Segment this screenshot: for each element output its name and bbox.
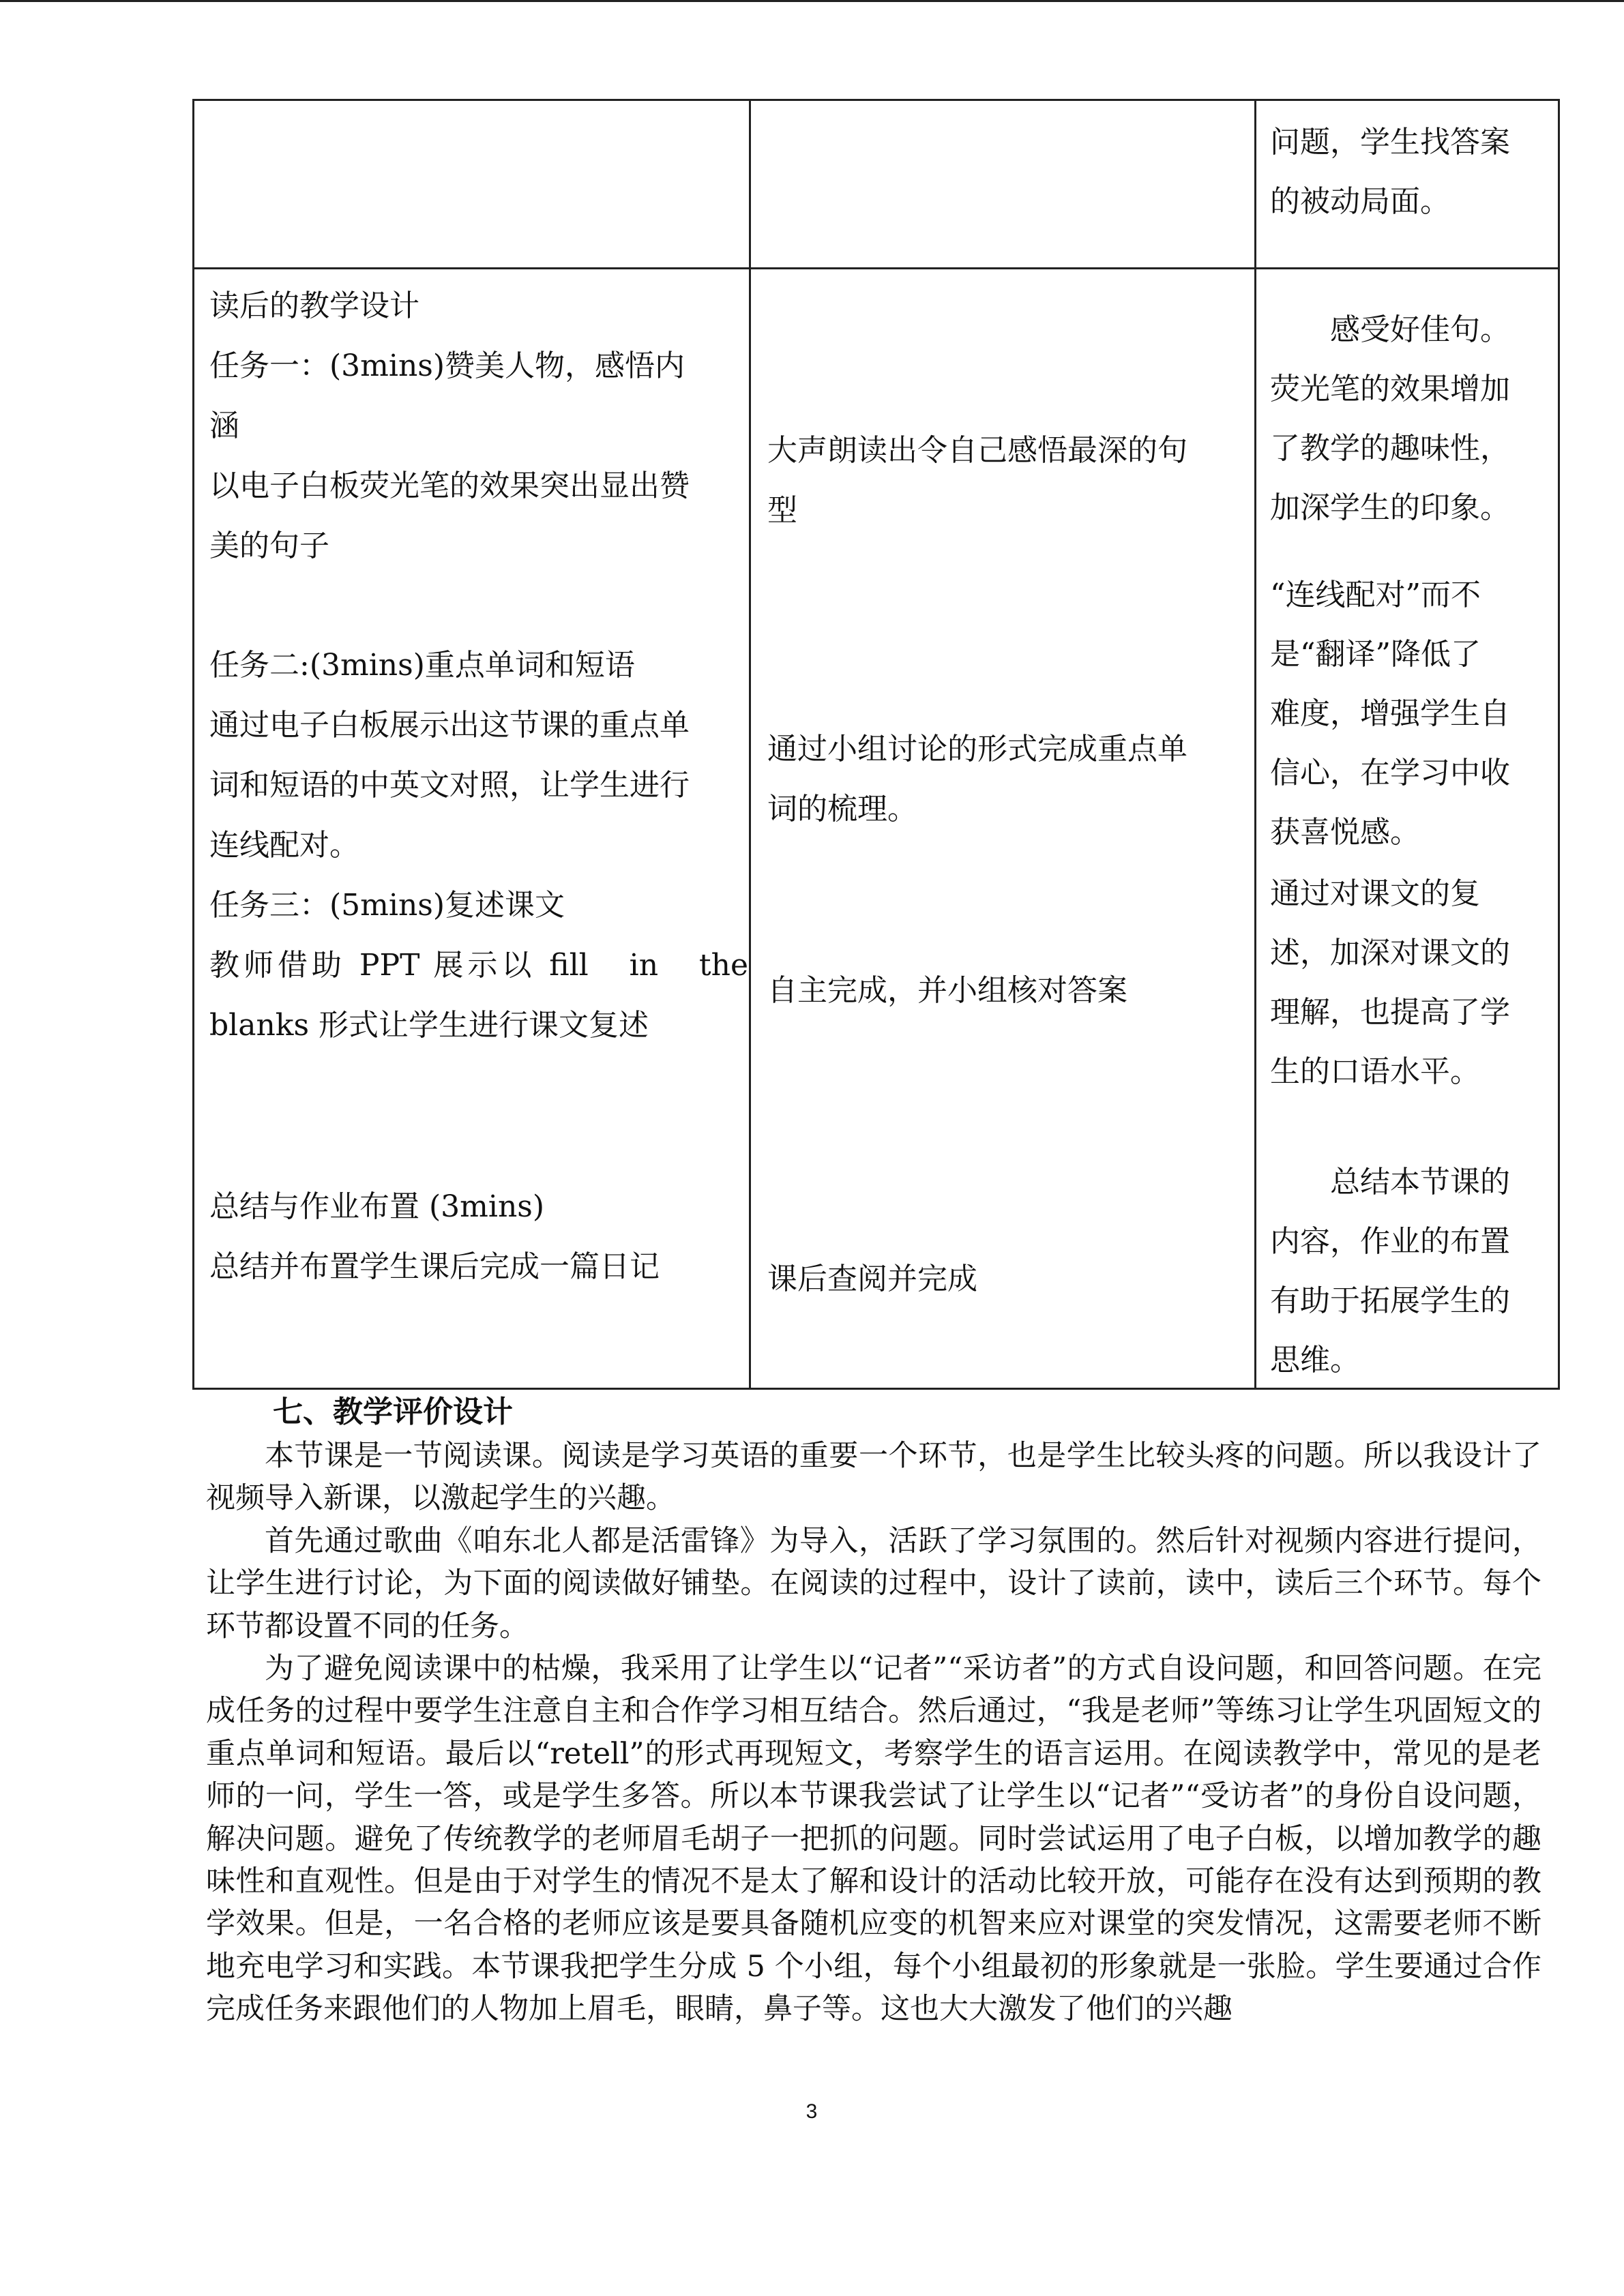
- post-reading-heading: 读后的教学设计: [209, 288, 419, 323]
- task-one-text: 任务一：(3mins)赞美人物，感悟内 涵 以电子白板荧光笔的效果突出显出赞 美的句子: [209, 348, 690, 563]
- design-intent-sentences: 感受好佳句。 荧光笔的效果增加 了教学的趣味性， 加深学生的印象。: [1270, 312, 1510, 525]
- evaluation-paragraph: 首先通过歌曲《咱东北人都是活雷锋》为导入，活跃了学习氛围的。然后针对视频内容进行提问，让学生进行讨论，为下面的阅读做好铺垫。在阅读的过程中，设计了读前，读中，读后三个环节。每个环节都设置不同的任务。: [206, 1523, 1541, 1643]
- evaluation-paragraph: 本节课是一节阅读课。阅读是学习英语的重要一个环节，也是学生比较头疼的问题。所以我设计了视频导入新课，以激起学生的兴趣。: [206, 1439, 1541, 1516]
- summary-homework-text: 总结与作业布置 (3mins) 总结并布置学生课后完成一篇日记: [209, 1189, 660, 1284]
- row-divider-top: [192, 267, 1560, 269]
- evaluation-paragraph: 为了避免阅读课中的枯燥，我采用了让学生以“记者”“采访者”的方式自设问题，和回答问题。在完成任务的过程中要学生注意自主和合作学习相互结合。然后通过，“我是老师”等练习让学生巩固短文的重点单词和短语。最后以“retell”的形式再现短文，考察学生的语言运用。在阅读教学中，常见的是老师的一问，学生一答，或是学生多答。所以本节课我尝试了让学生以“记者”“受访者”的身份自设问题，解决问题。避免了传统教学的老师眉毛胡子一把抓的问题。同时尝试运用了电子白板，以增加教学的趣味性和直观性。但是由于对学生的情况不是太了解和设计的活动比较开放，可能存在没有达到预期的教学效果。但是，一名合格的老师应该是要具备随机应变的机智来应对课堂的突发情况，这需要老师不断地充电学习和实践。本节课我把学生分成 5 个小组，每个小组最初的形象就是一张脸。学生要通过合作完成任务来跟他们的人物加上眉毛，眼睛，鼻子等。这也大大激发了他们的兴趣: [206, 1652, 1541, 2027]
- evaluation-heading: 七、教学评价设计: [273, 1395, 513, 1429]
- student-activity-self-complete: 自主完成，并小组核对答案: [767, 973, 1127, 1008]
- design-intent-retell: 通过对课文的复 述，加深对课文的 理解，也提高了学 生的口语水平。: [1270, 876, 1510, 1089]
- design-intent-summary: 总结本节课的 内容，作业的布置 有助于拓展学生的 思维。: [1270, 1165, 1510, 1377]
- page-number: 3: [806, 2100, 818, 2123]
- page-top-edge: [0, 0, 1624, 2]
- student-activity-after-class: 课后查阅并完成: [767, 1262, 977, 1296]
- task-three-line-two: blanks 形式让学生进行课文复述: [209, 1008, 649, 1043]
- task-three-title: 任务三：(5mins)复述课文: [209, 888, 565, 923]
- student-activity-read-aloud: 大声朗读出令自己感悟最深的句 型: [767, 433, 1187, 528]
- top-row-design-intent: 问题，学生找答案 的被动局面。: [1270, 125, 1510, 219]
- student-activity-group-discussion: 通过小组讨论的形式完成重点单 词的梳理。: [767, 732, 1187, 826]
- task-two-text: 任务二:(3mins)重点单词和短语 通过电子白板展示出这节课的重点单 词和短语的中英文对照，让学生进行 连线配对。: [209, 648, 690, 863]
- column-divider-2: [1254, 99, 1256, 1390]
- evaluation-body: [206, 1435, 1541, 2031]
- design-intent-matching: “连线配对”而不 是“翻译”降低了 难度，增强学生自 信心，在学习中收 获喜悦感。: [1270, 578, 1510, 850]
- task-three-line-one: 教师借助 PPT 展示以 fill in the: [209, 948, 748, 983]
- column-divider-1: [749, 99, 751, 1390]
